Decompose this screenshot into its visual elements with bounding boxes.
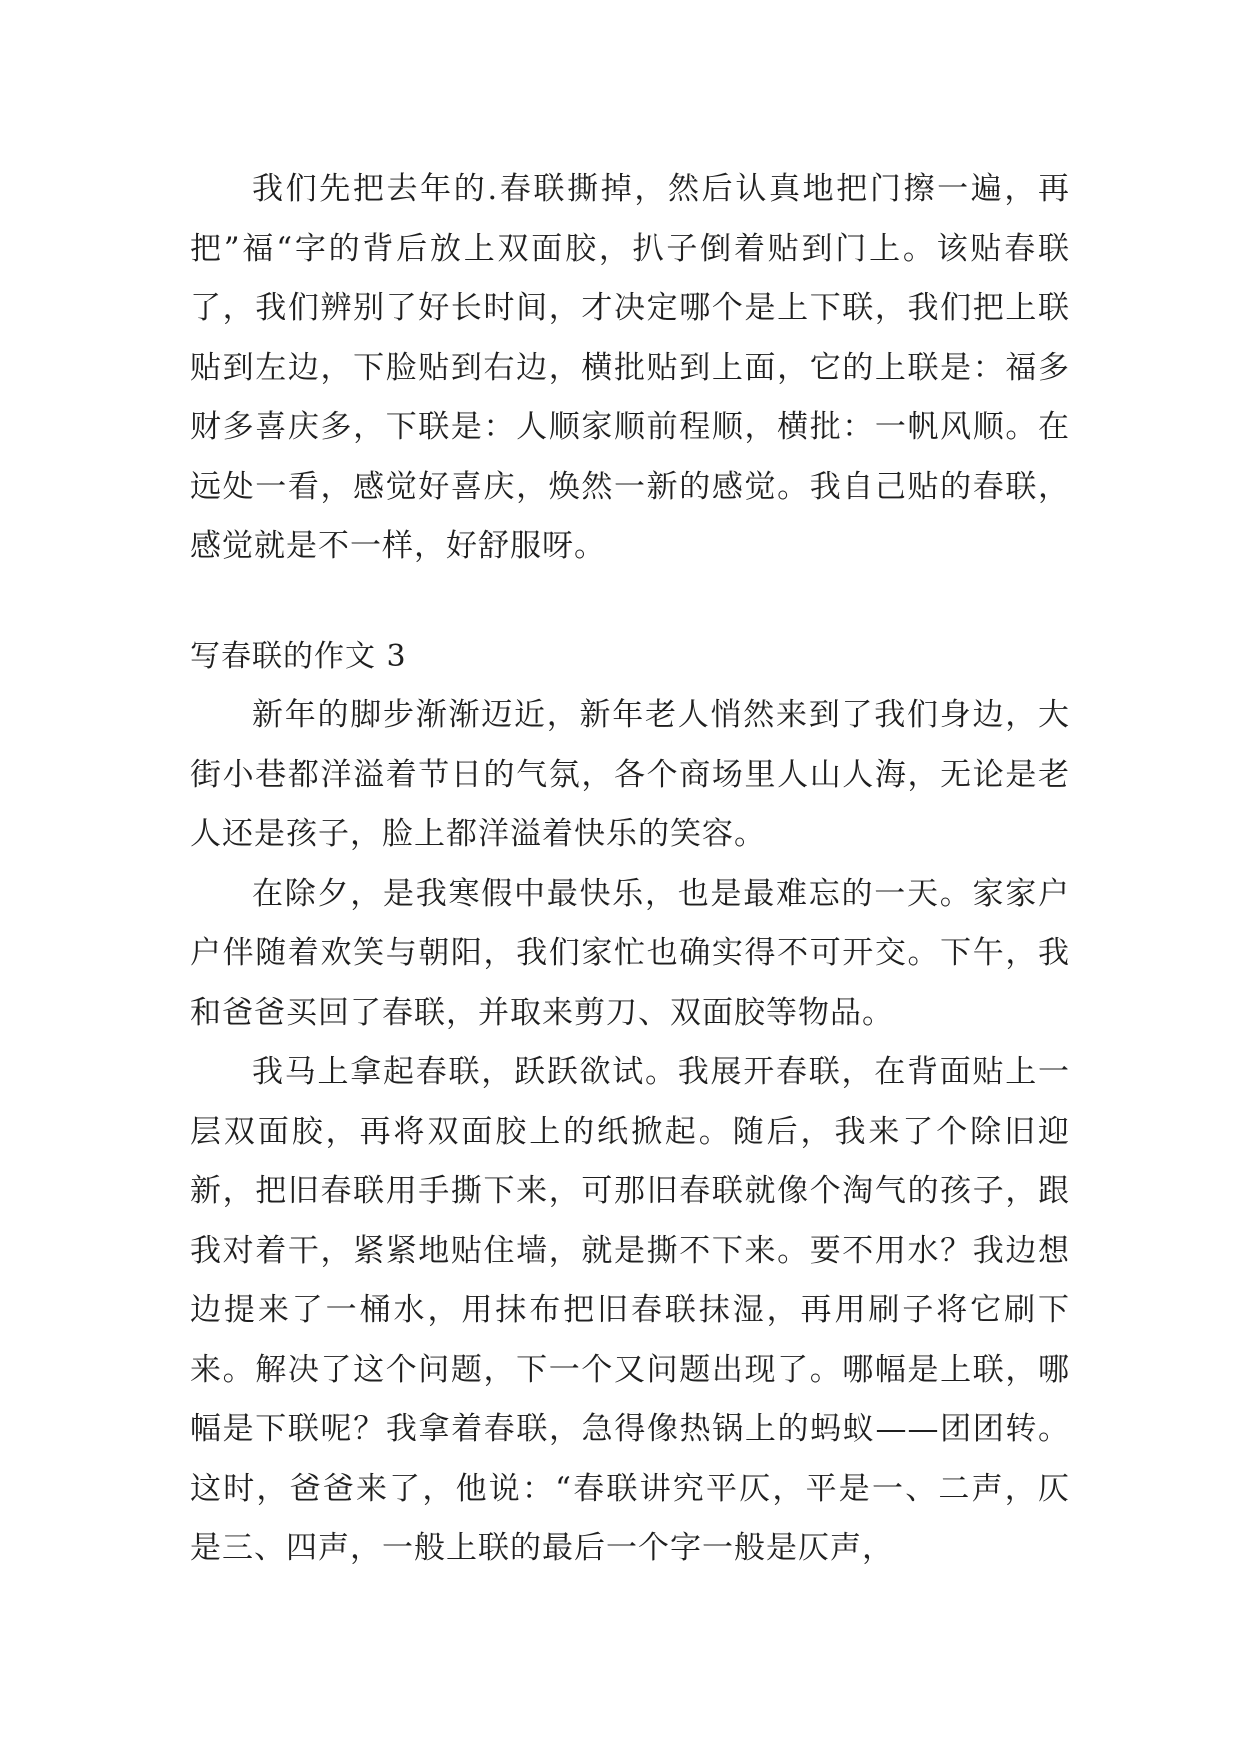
document-body: [190, 160, 1070, 1579]
paragraph-continued: 我们先把去年的.春联撕掉，然后认真地把门擦一遍，再把”福“字的背后放上双面胶，扒子倒着贴到门上。该贴春联了，我们辨别了好长时间，才决定哪个是上下联，我们把上联贴到左边，下脸贴到右边，横批贴到上面，它的上联是：福多财多喜庆多，下联是：人顺家顺前程顺，横批：一帆风顺。在远处一看，感觉好喜庆，焕然一新的感觉。我自己贴的春联，感觉就是不一样，好舒服呀。: [190, 171, 1070, 564]
section-title: 写春联的作文 3: [190, 638, 407, 674]
paragraph: 在除夕，是我寒假中最快乐，也是最难忘的一天。家家户户伴随着欢笑与朝阳，我们家忙也确实得不可开交。下午，我和爸爸买回了春联，并取来剪刀、双面胶等物品。: [190, 875, 1070, 1031]
paragraph: 新年的脚步渐渐迈近，新年老人悄然来到了我们身边，大街小巷都洋溢着节日的气氛，各个商场里人山人海，无论是老人还是孩子，脸上都洋溢着快乐的笑容。: [190, 697, 1070, 852]
paragraph: 我马上拿起春联，跃跃欲试。我展开春联，在背面贴上一层双面胶，再将双面胶上的纸掀起。随后，我来了个除旧迎新，把旧春联用手撕下来，可那旧春联就像个淘气的孩子，跟我对着干，紧紧地贴住墙，就是撕不下来。要不用水？我边想边提来了一桶水，用抹布把旧春联抹湿，再用刷子将它刷下来。解决了这个问题，下一个又问题出现了。哪幅是上联，哪幅是下联呢？我拿着春联，急得像热锅上的蚂蚁——团团转。这时，爸爸来了，他说：“春联讲究平仄，平是一、二声，仄是三、四声，一般上联的最后一个字一般是仄声，: [190, 1054, 1070, 1566]
